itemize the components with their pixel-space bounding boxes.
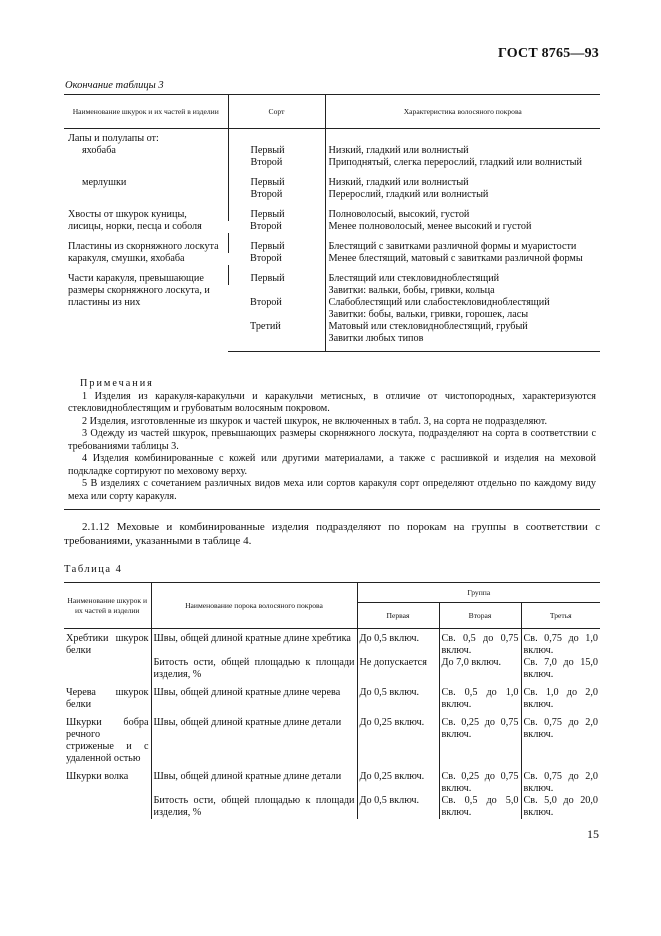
- table3-cell-characteristic: Низкий, гладкий или волнистый: [325, 169, 600, 189]
- table4-cell-group1: До 0,25 включ.: [357, 711, 439, 765]
- table3: [64, 94, 600, 352]
- table3-cell-sort: Второй: [228, 189, 325, 201]
- table3-cell-sort: Второй: [250, 253, 282, 264]
- table3-cell-characteristic: Завитки: вальки, бобы, гривки, кольца: [325, 285, 600, 297]
- table4-cell-group3: Св. 5,0 до 20,0 включ.: [521, 795, 600, 819]
- table-row: [64, 157, 600, 169]
- paragraph-2-1-12: 2.1.12 Меховые и комбинированные изделия подразделяют по порокам на группы в соответствии с требованиями, указанными в таблице 4.: [64, 521, 600, 547]
- note-item: 2 Изделия, изготовленные из шкурок и частей шкурок, не включенных в табл. 3, на сорта не подразделяют.: [82, 415, 547, 427]
- table4-cell-group3: Св. 0,75 до 2,0 включ.: [521, 711, 600, 765]
- table3-cell-sort: Третий: [250, 321, 281, 332]
- table-row: [64, 711, 600, 765]
- table-row: [64, 129, 600, 146]
- table4-cell-group3: Св. 7,0 до 15,0 включ.: [521, 657, 600, 681]
- table4-cell-group2: Св. 0,25 до 0,75 включ.: [439, 711, 521, 765]
- table3-cell-characteristic: Завитки: бобы, вальки, гривки, горошек, ласы: [325, 309, 600, 321]
- table4-cell-group1: До 0,5 включ.: [357, 681, 439, 711]
- table4-cell-defect: Швы, общей длиной кратные длине черева: [151, 681, 357, 711]
- note-item: 5 В изделиях с сочетанием различных видов меха или сортов каракуля сорт определяют отдельно по каждому виду меха или сорту каракуля.: [68, 478, 596, 502]
- table3-cell-sort: Второй: [228, 157, 325, 169]
- table4-cell-name: Шкурки волка: [66, 771, 129, 782]
- table3-cell-name: [64, 157, 228, 169]
- table3-cell-characteristic: Блестящий с завитками различной формы и муаристости: [325, 233, 600, 253]
- table3-cell-characteristic: Блестящий или стекловидноблестящий: [325, 265, 600, 285]
- table3-cell-name: Хвосты от шкурок куницы, лисицы, норки, песца и соболя: [68, 209, 202, 232]
- table3-cell-characteristic: Менее блестящий, матовый с завитками различной формы: [325, 253, 600, 265]
- table3-cell-name: мерлушки: [82, 177, 127, 188]
- table3-cell-sort: Второй: [250, 221, 282, 232]
- table4-cell-group1: Не допускается: [357, 657, 439, 681]
- table3-cell-characteristic: Менее полноволосый, менее высокий и густой: [325, 221, 600, 233]
- table4-group-second: Вторая: [439, 603, 521, 629]
- table3-cell-sort: Первый: [228, 145, 325, 157]
- table4-cell-group1: До 0,25 включ.: [357, 765, 439, 795]
- document-number: ГОСТ 8765—93: [498, 46, 599, 61]
- note-item: 3 Одежду из частей шкурок, превышающих размеры скорняжного лоскута, подразделяют на сорта в соответствии с требованиями таблицы 3.: [68, 428, 596, 452]
- table-row: [64, 169, 600, 189]
- table3-col-name: Наименование шкурок и их частей в изделии: [64, 95, 228, 129]
- table3-cell-sort: Второй: [250, 297, 282, 308]
- table4-cell-name: Черева шкурок белки: [66, 687, 149, 710]
- table4-col-group: Группа: [357, 583, 600, 603]
- table3-cell-characteristic: Полноволосый, высокий, густой: [325, 201, 600, 221]
- table4-col-name: Наименование шкурок и их частей в изделии: [64, 583, 151, 629]
- table3-cell-sort: [228, 285, 325, 297]
- table4-cell-defect: Швы, общей длиной кратные длине детали: [151, 711, 357, 765]
- notes-block: [64, 372, 600, 510]
- table4-cell-group2: Св. 0,25 до 0,75 включ.: [439, 765, 521, 795]
- table4-header-row: [64, 583, 600, 603]
- table3-cell-sort: [228, 309, 325, 321]
- table4-group-third: Третья: [521, 603, 600, 629]
- table3-cell-sort: Первый: [228, 169, 325, 189]
- table4-cell-group3: Св. 0,75 до 2,0 включ.: [521, 765, 600, 795]
- table4-cell-group2: Св. 0,5 до 1,0 включ.: [439, 681, 521, 711]
- table3-cell-sort: Первый: [228, 265, 325, 285]
- table4-cell-name: Шкурки бобра речного стриженые и с удаленной остью: [66, 717, 149, 764]
- table4-cell-group2: Св. 0,5 до 0,75 включ.: [439, 629, 521, 658]
- note-item: 1 Изделия из каракуля-каракульчи и каракульчи метисных, в отличие от чистопородных, характеризуются стекловидноблестящим и грубоватым волосяным покровом.: [68, 390, 596, 414]
- table-row: [64, 145, 600, 157]
- table3-cell-characteristic: Перерослий, гладкий или волнистый: [325, 189, 600, 201]
- table4-cell-defect: Швы, общей длиной кратные длине детали: [151, 765, 357, 795]
- table4-cell-group1: До 0,5 включ.: [357, 629, 439, 658]
- table-row: [64, 265, 600, 285]
- table3-cell-name: Части каракуля, превышающие размеры скорняжного лоскута, и пластины из них: [68, 273, 210, 308]
- table3-cell-sort: Первый: [228, 201, 325, 221]
- table3-col-characteristic: Характеристика волосяного покрова: [325, 95, 600, 129]
- table4-cell-defect: Битость ости, общей площадью к площади изделия, %: [151, 795, 357, 819]
- table4-cell-group1: До 0,5 включ.: [357, 795, 439, 819]
- table3-cell-name: яхобаба: [82, 145, 116, 156]
- table3-group-label: Лапы и полулапы от:: [68, 133, 159, 144]
- page-number: 15: [587, 827, 599, 841]
- table3-continuation-caption: Окончание таблицы 3: [65, 80, 164, 91]
- table3-cell-name: [64, 189, 228, 201]
- table3-cell-characteristic: Низкий, гладкий или волнистый: [325, 145, 600, 157]
- table4-cell-group3: Св. 0,75 до 1,0 включ.: [521, 629, 600, 658]
- table-row: [64, 201, 600, 221]
- table4-cell-group2: Св. 0,5 до 5,0 включ.: [439, 795, 521, 819]
- table4-cell-defect: Битость ости, общей площадью к площади изделия, %: [151, 657, 357, 681]
- table-row: [64, 765, 600, 795]
- table3-cell-name: Пластины из скорняжного лоскута каракуля, смушки, яхобаба: [68, 241, 219, 264]
- table4-group-first: Первая: [357, 603, 439, 629]
- table4-cell-name: Хребтики шкурок белки: [66, 633, 149, 656]
- table4-col-defect: Наименование порока волосяного покрова: [151, 583, 357, 629]
- table3-header-row: [64, 95, 600, 129]
- table4: [64, 582, 600, 819]
- table-row: [64, 629, 600, 658]
- note-item: 4 Изделия комбинированные с кожей или другими материалами, а также с расшивкой и изделия на меховой подкладке сортируют по меховому верху.: [68, 453, 596, 477]
- table4-cell-defect: Швы, общей длиной кратные длине хребтика: [151, 629, 357, 658]
- table3-cell-characteristic: Матовый или стекловидноблестящий, грубый: [325, 321, 600, 333]
- table4-cell-group2: До 7,0 включ.: [439, 657, 521, 681]
- table3-cell-sort: Первый: [228, 233, 325, 253]
- table3-cell-sort: [228, 333, 325, 352]
- table3-col-sort: Сорт: [228, 95, 325, 129]
- table-row: [64, 189, 600, 201]
- table-row: [64, 233, 600, 253]
- table3-cell-characteristic: Завитки любых типов: [325, 333, 600, 352]
- table4-cell-group3: Св. 1,0 до 2,0 включ.: [521, 681, 600, 711]
- table4-title: Таблица 4: [64, 564, 123, 575]
- table-row: [64, 681, 600, 711]
- notes-title: Примечания: [80, 378, 154, 389]
- table3-cell-characteristic: Слабоблестящий или слабостекловидноблестящий: [325, 297, 600, 309]
- table3-cell-characteristic: Приподнятый, слегка перерослий, гладкий или волнистый: [325, 157, 600, 169]
